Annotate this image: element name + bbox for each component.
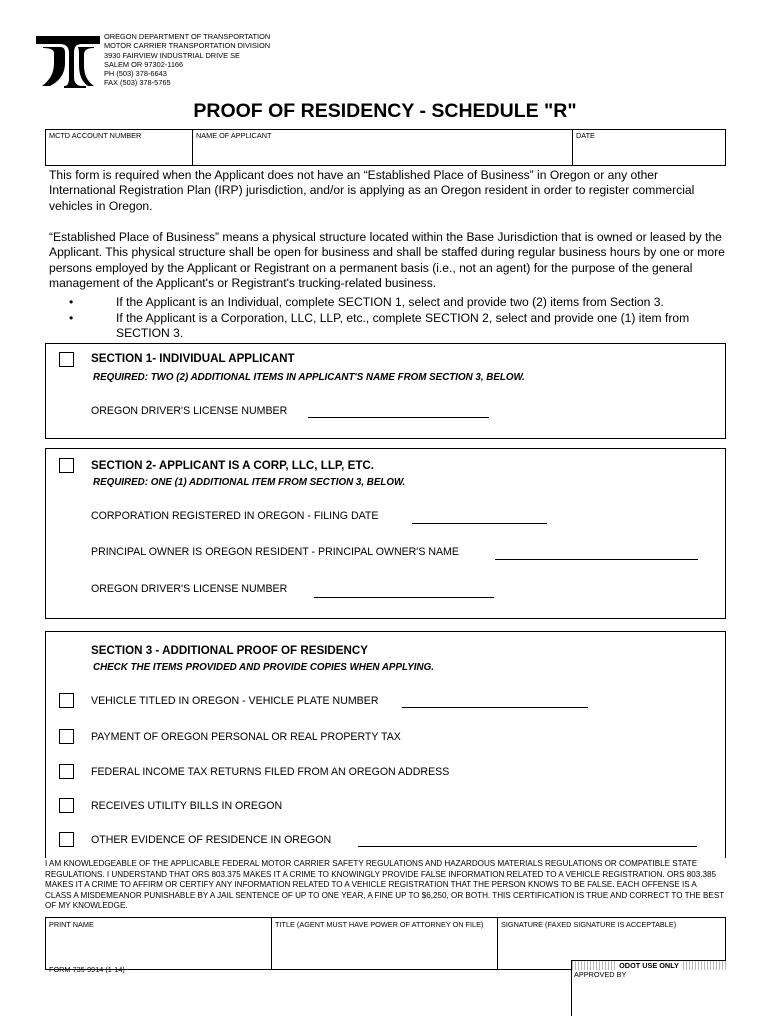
item-other-evidence-label: OTHER EVIDENCE OF RESIDENCE IN OREGON [91,834,332,846]
item-checkbox-utility-bills[interactable] [59,798,74,813]
item-vehicle-titled-label: VEHICLE TITLED IN OREGON - VEHICLE PLATE NUMBER [91,695,379,707]
item-utility-bills-label: RECEIVES UTILITY BILLS IN OREGON [91,800,283,812]
signature-label: SIGNATURE (FAXED SIGNATURE IS ACCEPTABLE) [501,920,677,929]
item-property-tax-label: PAYMENT OF OREGON PERSONAL OR REAL PROPERTY TAX [91,731,401,743]
bullet-icon: • [69,311,74,325]
agency-line: OREGON DEPARTMENT OF TRANSPORTATION [104,32,271,41]
item-income-tax-label: FEDERAL INCOME TAX RETURNS FILED FROM AN OREGON ADDRESS [91,766,450,778]
section-1-license-label: OREGON DRIVER'S LICENSE NUMBER [91,405,288,417]
principal-owner-input[interactable] [495,559,698,560]
account-number-label: MCTD ACCOUNT NUMBER [49,131,142,140]
section-3-title: SECTION 3 - ADDITIONAL PROOF OF RESIDENCY [91,644,368,657]
agency-line: MOTOR CARRIER TRANSPORTATION DIVISION [104,41,271,51]
section-3-requirement: CHECK THE ITEMS PROVIDED AND PROVIDE COPIES WHEN APPLYING. [93,662,434,673]
item-checkbox-other-evidence[interactable] [59,832,74,847]
section-1-box [45,343,726,439]
item-checkbox-income-tax[interactable] [59,764,74,779]
definition-paragraph: “Established Place of Business” means a physical structure located within the Base Jurisdiction that is owned or leased by the Applicant. This physical structure shall be open for business and shall be staffed during regular business hours by one or more persons employed by the Applicant or Registrant on a permanent basis (i.e., not an agent) for the purpose of the general management of the Applicant's or Registrant's trucking-related business. [49,230,725,291]
section-1-license-input[interactable] [308,417,489,418]
section-2-license-label: OREGON DRIVER'S LICENSE NUMBER [91,583,288,595]
account-number-field[interactable] [46,130,193,165]
bullet-icon: • [69,295,74,309]
odot-logo-icon [34,33,102,89]
corp-filing-date-label: CORPORATION REGISTERED IN OREGON - FILING DATE [91,510,379,522]
principal-owner-label: PRINCIPAL OWNER IS OREGON RESIDENT - PRINCIPAL OWNER'S NAME [91,546,459,558]
print-name-field[interactable] [46,918,272,969]
section-2-box [45,448,726,619]
bullet-text: If the Applicant is an Individual, complete SECTION 1, select and provide two (2) items from Section 3. [116,295,664,309]
approved-by-label: APPROVED BY [574,970,627,979]
item-checkbox-vehicle-titled[interactable] [59,693,74,708]
section-3-box [45,631,726,858]
agency-line: PH (503) 378-6643 [104,69,167,79]
date-field[interactable] [573,130,725,165]
title-field[interactable] [272,918,498,969]
section-2-title: SECTION 2- APPLICANT IS A CORP, LLC, LLP, ETC. [91,459,374,472]
section-1-title: SECTION 1- INDIVIDUAL APPLICANT [91,352,295,365]
odot-use-only-box [571,960,726,1016]
page-title: PROOF OF RESIDENCY - SCHEDULE "R" [193,100,577,122]
section-2-checkbox[interactable] [59,458,74,473]
item-checkbox-property-tax[interactable] [59,729,74,744]
other-evidence-input[interactable] [358,846,697,847]
section-2-license-input[interactable] [314,597,494,598]
agency-line: SALEM OR 97302-1166 [104,59,184,69]
corp-filing-date-input[interactable] [412,523,547,524]
certification-statement: I AM KNOWLEDGEABLE OF THE APPLICABLE FEDERAL MOTOR CARRIER SAFETY REGULATIONS AND HAZARDOUS MATERIALS REGULATIONS OR COMPATIBLE STATE REGULATIONS. I UNDERSTAND THAT ORS 803.375 MAKES IT A CRIME TO KNOWINGLY PROVIDE FALSE INFORMATION RELATED TO A VEHICLE REGISTRATION. ORS 803.385 MAKES IT A CRIME TO AFFIRM OR CERTIFY ANY INFORMATION RELATED TO A VEHICLE REGISTRATION THAT THE PERSON KNOWS TO BE FALSE. EACH OFFENSE IS A CLASS A MISDEMEANOR PUNISHABLE BY A JAIL SENTENCE OF UP TO ONE YEAR, A FINE UP TO $6,250, OR BOTH. THIS CERTIFICATION IS TRUE AND CORRECT TO THE BEST OF MY KNOWLEDGE. [45,859,725,911]
applicant-name-field[interactable] [193,130,573,165]
section-2-requirement: REQUIRED: ONE (1) ADDITIONAL ITEM FROM SECTION 3, BELOW. [93,477,406,488]
vehicle-plate-input[interactable] [402,707,588,708]
applicant-info-box [45,129,726,166]
bullet-text: If the Applicant is a Corporation, LLC, LLP, etc., complete SECTION 2, select and provide one (1) item from SECTION 3. [116,311,690,341]
odot-use-only-label: ODOT USE ONLY [619,961,679,970]
title-label: TITLE (AGENT MUST HAVE POWER OF ATTORNEY ON FILE) [275,920,484,929]
agency-address [104,32,270,88]
applicant-name-label: NAME OF APPLICANT [196,131,272,140]
print-name-label: PRINT NAME [49,920,94,929]
agency-line: 3930 FAIRVIEW INDUSTRIAL DRIVE SE [104,50,240,60]
section-1-checkbox[interactable] [59,352,74,367]
date-label: DATE [576,131,595,140]
odot-use-only-header [572,961,726,970]
section-1-requirement: REQUIRED: TWO (2) ADDITIONAL ITEMS IN APPLICANT'S NAME FROM SECTION 3, BELOW. [93,372,525,383]
form-number: FORM 735-9914 (1-14) [49,965,125,974]
agency-line: FAX (503) 378-5765 [104,78,171,88]
intro-paragraph: This form is required when the Applicant does not have an “Established Place of Business” in Oregon or any other International Registration Plan (IRP) jurisdiction, and/or is applying as an Oregon resident in order to register commercial vehicles in Oregon. [49,168,695,213]
